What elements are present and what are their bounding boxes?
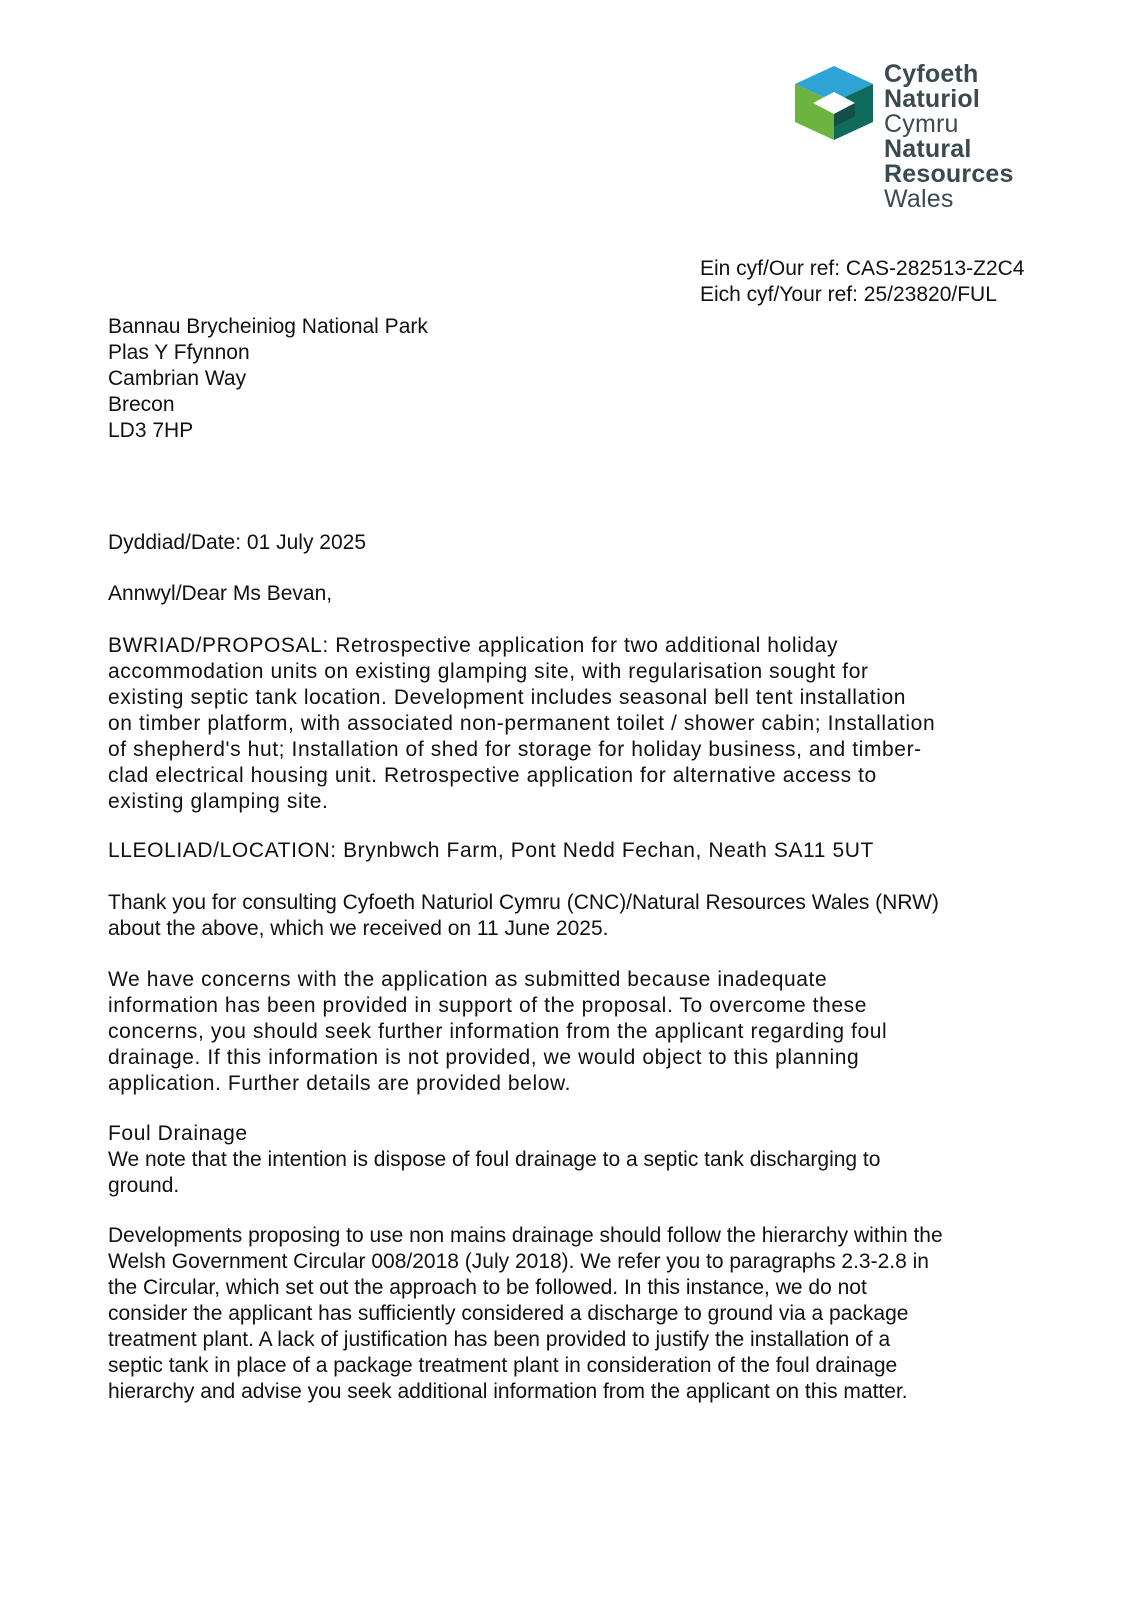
paragraph-line: existing glamping site. <box>108 790 329 813</box>
logo-line: Cymru <box>884 110 959 138</box>
paragraph-line: drainage. If this information is not provided, we would object to this planning <box>108 1046 860 1069</box>
logo-line: Cyfoeth <box>884 60 979 88</box>
concerns-paragraph <box>108 967 1038 1097</box>
paragraph-line: about the above, which we received on 11 June 2025. <box>108 917 609 940</box>
address-line: Bannau Brycheiniog National Park <box>108 315 428 338</box>
section-heading: Foul Drainage <box>108 1122 248 1145</box>
logo-line: Wales <box>884 185 954 213</box>
paragraph-line: existing septic tank location. Development includes seasonal bell tent installation <box>108 686 907 709</box>
letter-date <box>108 530 1038 556</box>
thanks-paragraph <box>108 890 1038 942</box>
paragraph-line: Welsh Government Circular 008/2018 (July 2018). We refer you to paragraphs 2.3-2.8 in <box>108 1250 929 1273</box>
paragraph-line: on timber platform, with associated non-permanent toilet / shower cabin; Installation <box>108 712 936 735</box>
paragraph-line: application. Further details are provided below. <box>108 1072 572 1095</box>
paragraph-line: We note that the intention is dispose of foul drainage to a septic tank discharging to <box>108 1148 881 1171</box>
paragraph-line: ground. <box>108 1174 180 1197</box>
paragraph-line: Developments proposing to use non mains drainage should follow the hierarchy within the <box>108 1224 943 1247</box>
paragraph-line: consider the applicant has sufficiently considered a discharge to ground via a package <box>108 1302 909 1325</box>
paragraph-line: treatment plant. A lack of justification has been provided to justify the installation of a <box>108 1328 891 1351</box>
paragraph-line: information has been provided in support of the proposal. To overcome these <box>108 994 868 1017</box>
logo-line: Resources <box>884 160 1014 188</box>
address-line: Cambrian Way <box>108 367 247 390</box>
paragraph-line: clad electrical housing unit. Retrospective application for alternative access to <box>108 764 877 787</box>
foul-drainage-section <box>108 1121 1038 1199</box>
logo-line: Naturiol <box>884 85 981 113</box>
paragraph-line: Thank you for consulting Cyfoeth Naturiol Cymru (CNC)/Natural Resources Wales (NRW) <box>108 891 939 914</box>
paragraph-line: BWRIAD/PROPOSAL: Retrospective application for two additional holiday <box>108 634 839 657</box>
date-text: Dyddiad/Date: 01 July 2025 <box>108 531 366 554</box>
salutation-text: Annwyl/Dear Ms Bevan, <box>108 582 333 605</box>
cnc-nrw-logo-icon <box>795 66 873 140</box>
organisation-logo <box>795 62 1095 222</box>
paragraph-line: the Circular, which set out the approach to be followed. In this instance, we do not <box>108 1276 867 1299</box>
paragraph-line: concerns, you should seek further information from the applicant regarding foul <box>108 1020 888 1043</box>
paragraph-line: accommodation units on existing glamping site, with regularisation sought for <box>108 660 869 683</box>
address-line: LD3 7HP <box>108 419 194 442</box>
hierarchy-paragraph <box>108 1223 1038 1405</box>
location-text: LLEOLIAD/LOCATION: Brynbwch Farm, Pont Nedd Fechan, Neath SA11 5UT <box>108 839 874 862</box>
address-line: Brecon <box>108 393 175 416</box>
address-line: Plas Y Ffynnon <box>108 341 250 364</box>
paragraph-line: of shepherd's hut; Installation of shed for storage for holiday business, and timber- <box>108 738 922 761</box>
salutation <box>108 581 1038 607</box>
logo-line: Natural <box>884 135 972 163</box>
reference-block <box>700 256 1024 308</box>
paragraph-line: septic tank in place of a package treatment plant in consideration of the foul drainage <box>108 1354 898 1377</box>
location-paragraph <box>108 838 1038 864</box>
logo-wordmark <box>884 62 1014 212</box>
proposal-paragraph <box>108 633 1038 815</box>
paragraph-line: hierarchy and advise you seek additional information from the applicant on this matter. <box>108 1380 908 1403</box>
your-reference: Eich cyf/Your ref: 25/23820/FUL <box>700 283 997 306</box>
recipient-address <box>108 314 428 444</box>
our-reference: Ein cyf/Our ref: CAS-282513-Z2C4 <box>700 257 1025 280</box>
paragraph-line: We have concerns with the application as submitted because inadequate <box>108 968 828 991</box>
